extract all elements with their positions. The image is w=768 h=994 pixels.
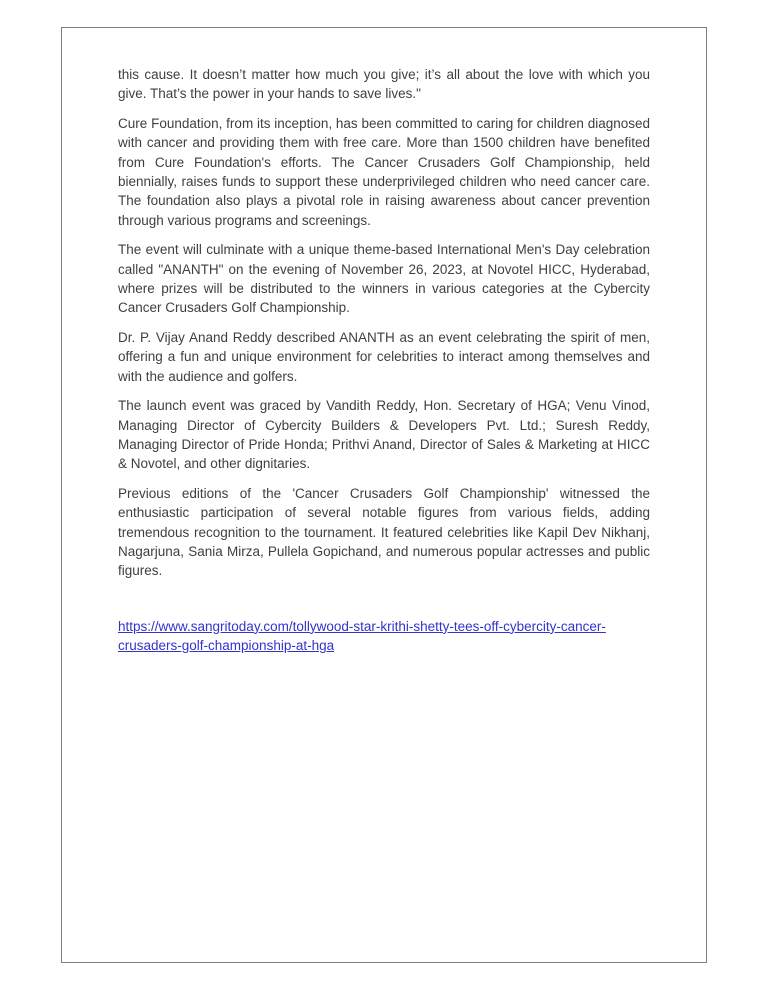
paragraph-event-culmination: The event will culminate with a unique theme-based International Men's Day celebration called "ANANTH" on the evening of November 26, 2023, at Novotel HICC, Hyderabad, where prizes will be distributed to the winners in various categories at the Cybercity Cancer Crusaders Golf Championship.	[118, 242, 650, 316]
paragraph-quote-continuation: this cause. It doesn’t matter how much you give; it’s all about the love with which you give. That’s the power in your hands to save lives."	[118, 67, 650, 102]
paragraph-ananth-description: Dr. P. Vijay Anand Reddy described ANANTH as an event celebrating the spirit of men, offering a fun and unique environment for celebrities to interact among themselves and with the audience and golfers.	[118, 329, 650, 384]
paragraph-launch-event-dignitaries: The launch event was graced by Vandith Reddy, Hon. Secretary of HGA; Venu Vinod, Managing Director of Cybercity Builders & Developers Pvt. Ltd.; Suresh Reddy, Managing Director of Pride Honda; Prithvi Anand, Director of Sales & Marketing at HICC & Novotel, and other dignitaries.	[118, 398, 650, 472]
paragraph-previous-editions: Previous editions of the 'Cancer Crusaders Golf Championship' witnessed the enthusiastic participation of several notable figures from various fields, adding tremendous recognition to the tournament. It featured celebrities like Kapil Dev Nikhanj, Nagarjuna, Sania Mirza, Pullela Gopichand, and numerous popular actresses and public figures.	[118, 485, 650, 579]
document-content	[62, 28, 706, 656]
article-source-link[interactable]: https://www.sangritoday.com/tollywood-star-krithi-shetty-tees-off-cybercity-cancer-crusaders-golf-championship-at-hga	[118, 618, 606, 654]
paragraph-cure-foundation: Cure Foundation, from its inception, has been committed to caring for children diagnosed with cancer and providing them with free care. More than 1500 children have benefited from Cure Foundation's efforts. The Cancer Crusaders Golf Championship, held biennially, raises funds to support these underprivileged children who need cancer care. The foundation also plays a pivotal role in raising awareness about cancer prevention through various programs and screenings.	[118, 115, 650, 228]
source-link-paragraph	[118, 617, 650, 656]
document-page	[61, 27, 707, 963]
